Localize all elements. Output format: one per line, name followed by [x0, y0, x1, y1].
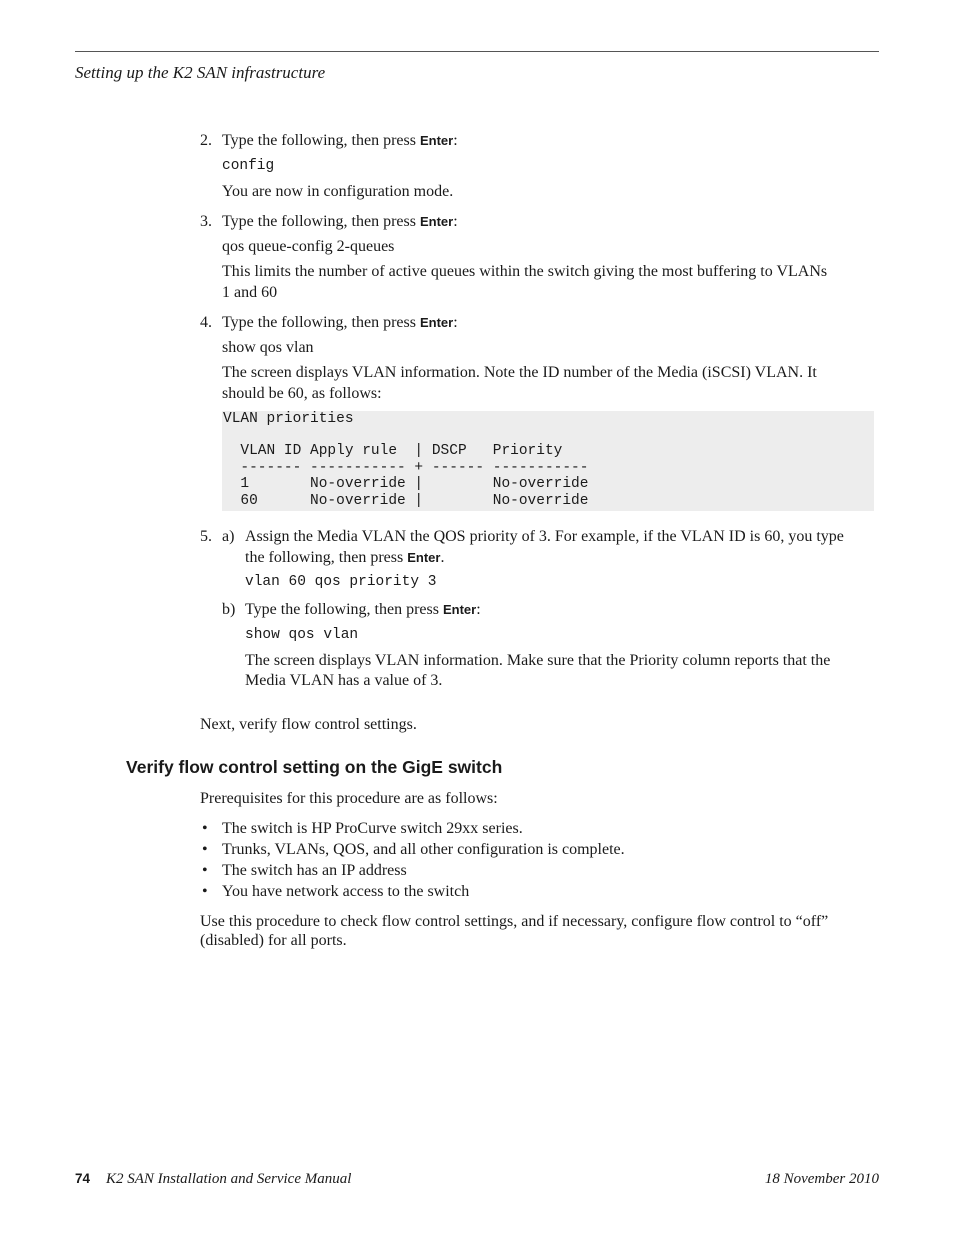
- step-5b-description-line1: The screen displays VLAN information. Make sure that the Priority column reports that the: [245, 652, 831, 669]
- next-step-text: Next, verify flow control settings.: [200, 716, 417, 733]
- step-3-description-line1: This limits the number of active queues within the switch giving the most buffering to VLANs: [222, 263, 828, 280]
- step-4-number: 4.: [200, 314, 212, 331]
- step-3-instruction: Type the following, then press Enter:: [222, 213, 458, 230]
- step-4-description-line2: should be 60, as follows:: [222, 385, 382, 402]
- section-outro-line1: Use this procedure to check flow control settings, and if necessary, configure flow control to “off”: [200, 913, 829, 930]
- list-item: The switch has an IP address: [222, 862, 407, 879]
- manual-title: K2 SAN Installation and Service Manual: [106, 1171, 352, 1187]
- step-2-number: 2.: [200, 132, 212, 149]
- step-4-command: show qos vlan: [222, 339, 314, 356]
- code-separator-row: ------- ----------- + ------ -----------: [223, 460, 589, 476]
- code-block-vlan-priorities: [222, 411, 874, 511]
- step-5a-line2: the following, then press Enter.: [245, 549, 445, 566]
- step-4-description-line1: The screen displays VLAN information. Note the ID number of the Media (iSCSI) VLAN. It: [222, 364, 817, 381]
- enter-key-label: Enter: [442, 602, 477, 617]
- step-5a-line1: Assign the Media VLAN the QOS priority of 3. For example, if the VLAN ID is 60, you type: [245, 528, 844, 545]
- section-outro-line2: (disabled) for all ports.: [200, 932, 347, 949]
- step-2-command: config: [222, 158, 275, 174]
- step-3-number: 3.: [200, 213, 212, 230]
- code-row-vlan-60: 60 No-override | No-override: [223, 493, 589, 509]
- step-5a-label: a): [222, 528, 235, 545]
- code-header-row: VLAN ID Apply rule | DSCP Priority: [223, 443, 563, 459]
- enter-key-label: Enter: [419, 315, 454, 330]
- code-title: VLAN priorities: [223, 411, 354, 427]
- step-5b-instruction: Type the following, then press Enter:: [245, 601, 481, 618]
- step-3-description-line2: 1 and 60: [222, 284, 278, 301]
- step-5b-label: b): [222, 601, 236, 618]
- enter-key-label: Enter: [407, 550, 441, 565]
- list-item: Trunks, VLANs, QOS, and all other configuration is complete.: [222, 841, 625, 858]
- bullet-icon: •: [202, 820, 208, 837]
- step-2-description: You are now in configuration mode.: [222, 183, 454, 200]
- step-5b-description-line2: Media VLAN has a value of 3.: [245, 672, 443, 689]
- header-rule: [75, 51, 879, 52]
- code-row-vlan-1: 1 No-override | No-override: [223, 476, 589, 492]
- enter-key-label: Enter: [419, 133, 454, 148]
- step-3-command: qos queue-config 2-queues: [222, 238, 395, 255]
- list-item: You have network access to the switch: [222, 883, 470, 900]
- step-5b-command: show qos vlan: [245, 627, 359, 643]
- bullet-icon: •: [202, 841, 208, 858]
- bullet-icon: •: [202, 883, 208, 900]
- bullet-icon: •: [202, 862, 208, 879]
- step-2-instruction: Type the following, then press Enter:: [222, 132, 458, 149]
- enter-key-label: Enter: [419, 214, 454, 229]
- section-intro: Prerequisites for this procedure are as follows:: [200, 790, 498, 807]
- page-number: 74: [75, 1171, 91, 1186]
- list-item: The switch is HP ProCurve switch 29xx series.: [222, 820, 523, 837]
- section-heading: Verify flow control setting on the GigE switch: [126, 757, 503, 777]
- publication-date: 18 November 2010: [764, 1171, 879, 1187]
- step-5-number: 5.: [200, 528, 212, 545]
- running-header: Setting up the K2 SAN infrastructure: [75, 63, 326, 82]
- step-4-instruction: Type the following, then press Enter:: [222, 314, 458, 331]
- step-5a-command: vlan 60 qos priority 3: [245, 574, 437, 590]
